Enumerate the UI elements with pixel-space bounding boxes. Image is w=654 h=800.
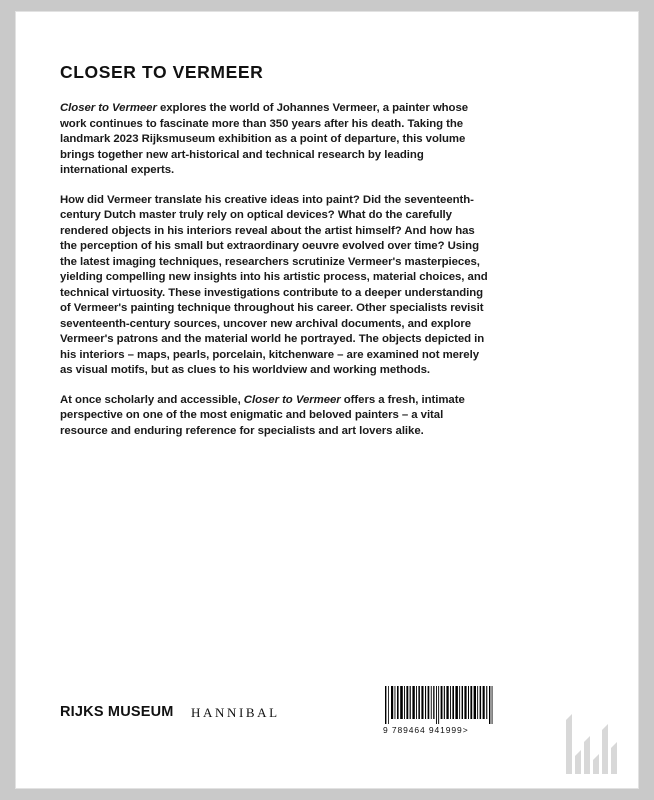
barcode-block: [383, 686, 496, 735]
paragraph-1-body: explores the world of Johannes Vermeer, a painter whose work continues to fascinate more than 350 years after his death. Taking the landmark 2023 Rijksmuseum exhibition as a point of departure, this volume brings together new art-historical and technical research by leading international experts.: [60, 102, 469, 176]
page-title: CLOSER TO VERMEER: [60, 62, 264, 82]
publisher-corner-mark-icon: [562, 712, 622, 774]
blurb-text: [60, 101, 490, 439]
rijksmuseum-logo: RIJKS MUSEUM: [60, 704, 174, 720]
barcode-digits: 9 789464 941999: [383, 725, 463, 735]
barcode-image: [383, 686, 496, 724]
barcode-number: [383, 725, 496, 735]
paragraph-3-body-b: offers a fresh, intimate perspective on one of the most enigmatic and beloved painters – a vital resource and enduring reference for specialists and art lovers alike.: [60, 393, 465, 437]
barcode-suffix: >: [462, 725, 469, 735]
paragraph-3-body-a: At once scholarly and accessible,: [60, 393, 244, 406]
blurb-paragraph-1: [60, 101, 490, 179]
paragraph-2-body: How did Vermeer translate his creative ideas into paint? Did the seventeenth-century Dutch master truly rely on optical devices? What do the carefully rendered objects in his interiors reveal about the artist himself? And how has the perception of his small but extraordinary oeuvre evolved over time? Using the latest imaging techniques, researchers scrutinize Vermeer's masterpieces, yielding compelling new insights into his artistic process, material choices, and technical virtuosity. These investigations contribute to a deeper understanding of Vermeer's painting technique throughout his career. Other specialists revisit seventeenth-century sources, uncover new archival documents, and explore Vermeer's patrons and the material world he portrayed. The objects depicted in his interiors – maps, pearls, porcelain, kitchenware – are examined not merely as visual motifs, but as clues to his worldview and working methods.: [60, 193, 488, 376]
book-back-cover: [16, 12, 638, 788]
blurb-paragraph-2: [60, 193, 490, 379]
cover-content: [60, 62, 490, 439]
blurb-paragraph-3: [60, 393, 490, 440]
hannibal-logo: HANNIBAL: [191, 705, 280, 720]
cover-footer: [60, 686, 594, 746]
title-italic-2: Closer to Vermeer: [243, 393, 341, 406]
title-italic-1: Closer to Vermeer: [60, 102, 157, 114]
